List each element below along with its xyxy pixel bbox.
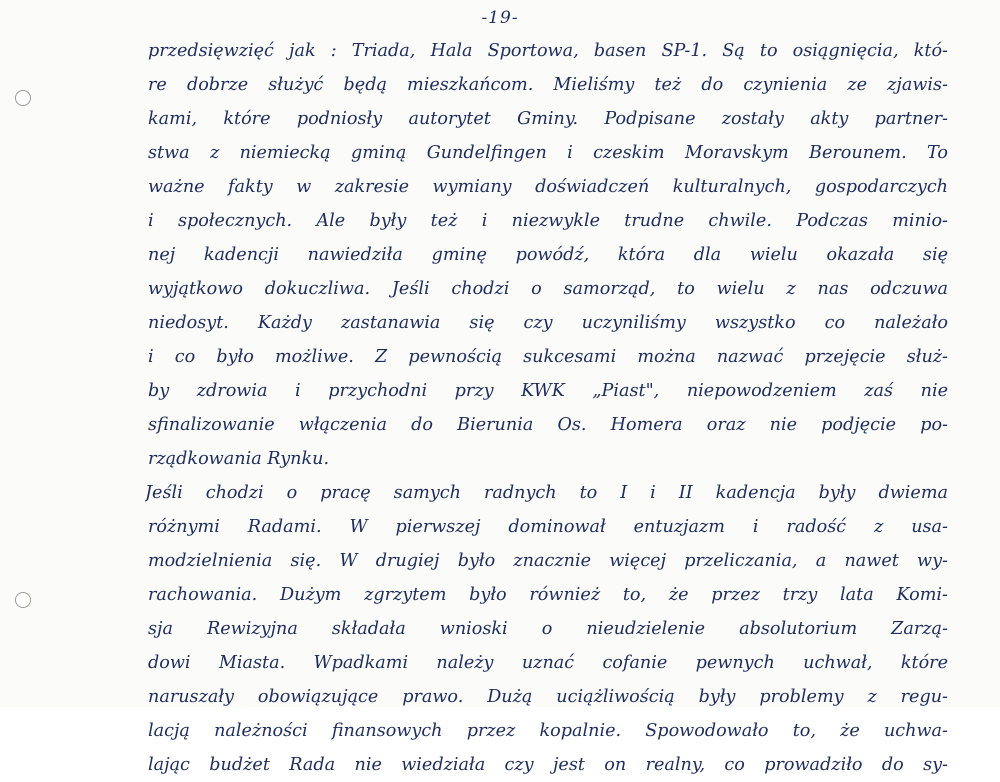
text-line-22: lając budżet Rada nie wiedziała czy jest on realny, co prowadziło do sy- <box>148 755 948 775</box>
text-line-20: naruszały obowiązujące prawo. Dużą uciążliwością były problemy z regu- <box>148 687 948 707</box>
text-line-16: modzielnienia się. W drugiej było znacznie więcej przeliczania, a nawet wy- <box>148 551 948 571</box>
text-line-19: dowi Miasta. Wpadkami należy uznać cofanie pewnych uchwał, które <box>148 653 948 673</box>
text-line-2: re dobrze służyć będą mieszkańcom. Mieliśmy też do czynienia ze zjawis- <box>148 75 948 95</box>
page-number: -19- <box>481 8 519 28</box>
text-line-1: przedsięwzięć jak : Triada, Hala Sportowa, basen SP-1. Są to osiągnięcia, któ- <box>148 41 948 61</box>
text-line-14: Jeśli chodzi o pracę samych radnych to I i II kadencja były dwiema <box>145 483 948 503</box>
text-line-6: i społecznych. Ale były też i niezwykle trudne chwile. Podczas minio- <box>148 211 948 231</box>
text-line-11: by zdrowia i przychodni przy KWK „Piast", niepowodzeniem zaś nie <box>148 381 948 401</box>
punch-hole-bottom <box>15 592 31 608</box>
text-line-5: ważne fakty w zakresie wymiany doświadczeń kulturalnych, gospodarczych <box>148 177 948 197</box>
text-line-4: stwa z niemiecką gminą Gundelfingen i czeskim Moravskym Berounem. To <box>148 143 948 163</box>
text-line-12: sfinalizowanie włączenia do Bierunia Os. Homera oraz nie podjęcie po- <box>148 415 948 435</box>
text-line-7: nej kadencji nawiedziła gminę powódź, która dla wielu okazała się <box>148 245 948 265</box>
text-line-18: sja Rewizyjna składała wnioski o nieudzielenie absolutorium Zarzą- <box>148 619 948 639</box>
text-line-21: lacją należności finansowych przez kopalnie. Spowodowało to, że uchwa- <box>148 721 948 741</box>
text-line-9: niedosyt. Każdy zastanawia się czy uczyniliśmy wszystko co należało <box>148 313 948 333</box>
text-line-15: różnymi Radami. W pierwszej dominował entuzjazm i radość z usa- <box>148 517 948 537</box>
text-line-17: rachowania. Dużym zgrzytem było również to, że przez trzy lata Komi- <box>148 585 948 605</box>
text-line-3: kami, które podniosły autorytet Gminy. Podpisane zostały akty partner- <box>148 109 948 129</box>
text-line-10: i co było możliwe. Z pewnością sukcesami można nazwać przejęcie służ- <box>148 347 948 367</box>
text-line-8: wyjątkowo dokuczliwa. Jeśli chodzi o samorząd, to wielu z nas odczuwa <box>148 279 948 299</box>
punch-hole-top <box>15 90 31 106</box>
text-line-13: rządkowania Rynku. <box>148 449 330 469</box>
handwritten-text-block <box>145 34 948 782</box>
